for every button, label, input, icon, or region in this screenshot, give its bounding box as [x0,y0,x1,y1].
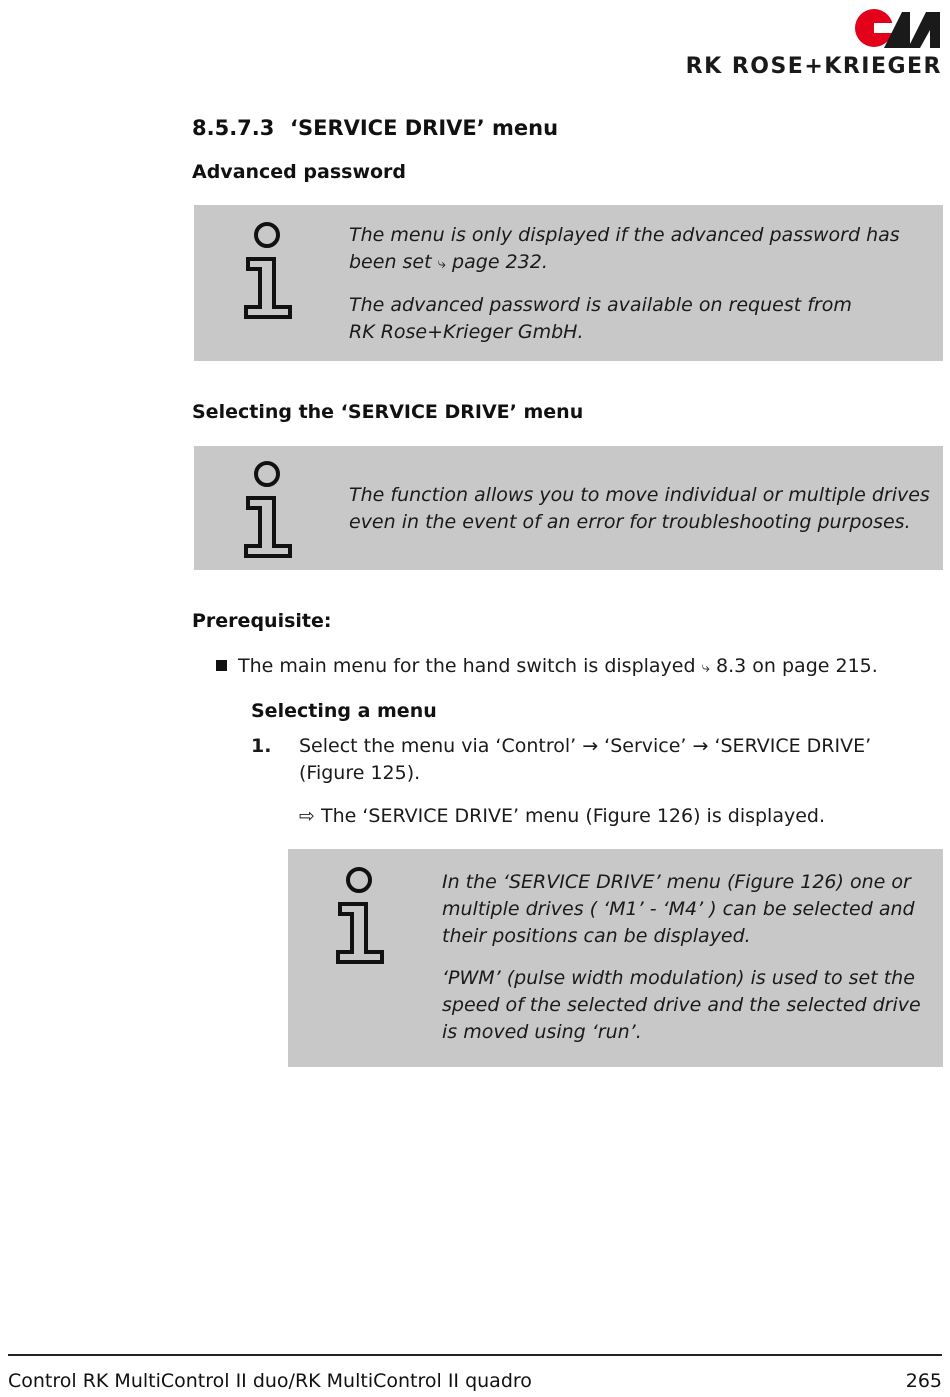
section-title: ‘SERVICE DRIVE’ menu [290,116,559,140]
reference-arrow-icon: ⤷ [437,254,447,272]
info-icon [332,866,388,970]
footer-document-title: Control RK MultiControl II duo/RK MultiControl II quadro [8,1370,532,1392]
brand-name: RK ROSE+KRIEGER [685,54,942,79]
selecting-service-drive-heading: Selecting the ‘SERVICE DRIVE’ menu [192,401,584,423]
note-line: The menu is only displayed if the advanced password has [349,224,900,246]
note-line: speed of the selected drive and the selected drive [442,994,921,1016]
note-line: been set [349,251,438,273]
note-line: In the ‘SERVICE DRIVE’ menu (Figure 126) one or [442,871,911,893]
note-line: multiple drives ( ‘M1’ - ‘M4’ ) can be selected and [442,898,915,920]
reference-arrow-icon: ⤷ [701,658,710,676]
note-line: even in the event of an error for troubleshooting purposes. [349,511,911,533]
footer-divider [8,1354,942,1356]
bullet-square-icon [216,660,227,671]
service-drive-note-text [349,482,934,536]
note-line: is moved using ‘run’. [442,1021,642,1043]
selecting-menu-heading: Selecting a menu [251,700,437,722]
step-number: 1. [251,735,272,757]
advanced-password-heading: Advanced password [192,161,407,183]
info-icon [240,460,296,564]
section-number: 8.5.7.3 [192,116,275,140]
info-note-advanced-password [194,205,943,361]
footer-page-number: 265 [905,1370,942,1392]
note-line: The function allows you to move individual or multiple drives [349,484,930,506]
step-result [299,803,825,830]
result-arrow-icon: ⇨ [299,805,315,827]
step-text [299,733,919,787]
info-note-service-drive [194,446,943,570]
menu-details-note-text [442,869,932,1046]
advanced-password-note-text [349,222,929,346]
info-note-menu-details [288,849,943,1067]
info-icon [240,221,296,325]
prerequisite-text: The main menu for the hand switch is displayed [238,655,702,677]
figure-reference-link[interactable]: (Figure 125). [299,762,421,784]
page-reference-link[interactable]: page 232. [446,251,548,273]
result-text: The ‘SERVICE DRIVE’ menu (Figure 126) is displayed. [314,805,826,827]
note-line: RK Rose+Krieger GmbH. [349,321,584,343]
prerequisite-heading: Prerequisite: [192,610,332,632]
section-reference-link[interactable]: 8.3 on page 215. [710,655,878,677]
note-line: The advanced password is available on request from [349,294,852,316]
note-line: ‘PWM’ (pulse width modulation) is used to set the [442,967,915,989]
note-line: their positions can be displayed. [442,925,751,947]
section-heading [192,116,558,140]
prerequisite-item [238,653,878,681]
step-line: Select the menu via ‘Control’ → ‘Service’ → ‘SERVICE DRIVE’ [299,735,872,757]
rk-logo-icon [852,6,942,50]
